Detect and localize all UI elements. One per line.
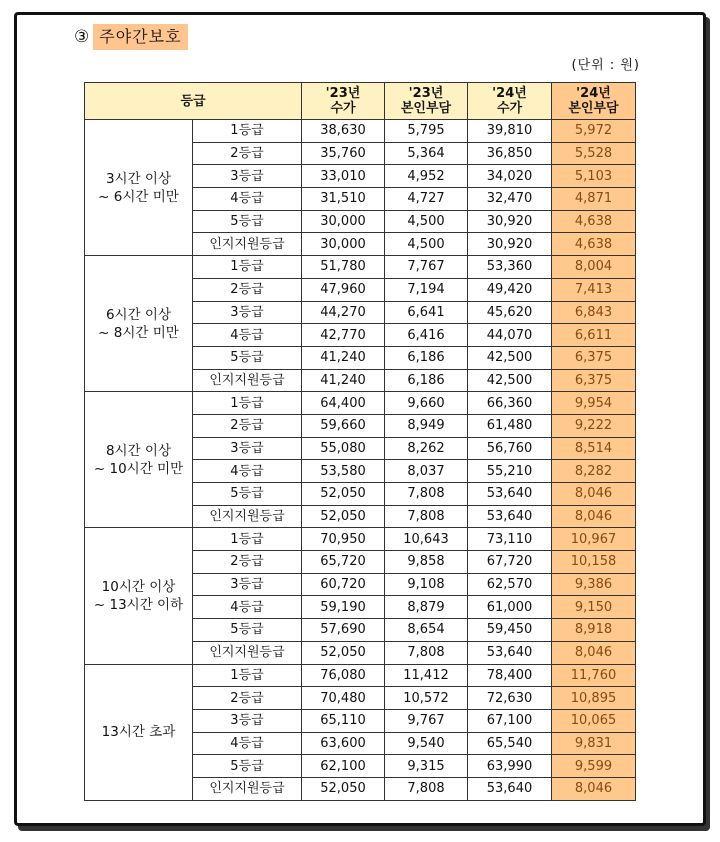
fee-23-cell: 62,100 (302, 755, 385, 778)
grade-cell: 인지지원등급 (193, 641, 302, 664)
table-row (85, 528, 636, 551)
copay-24-cell: 10,895 (552, 687, 636, 710)
copay-24-cell: 6,611 (552, 324, 636, 347)
fee-24-cell: 42,500 (468, 369, 552, 392)
grade-cell: 5등급 (193, 346, 302, 369)
fee-23-cell: 30,000 (302, 210, 385, 233)
grade-cell: 1등급 (193, 528, 302, 551)
copay-23-cell: 8,262 (385, 437, 468, 460)
fee-23-cell: 70,480 (302, 687, 385, 710)
time-range-label: 13시간 초과 (85, 664, 193, 800)
fee-24-cell: 42,500 (468, 346, 552, 369)
fee-24-cell: 78,400 (468, 664, 552, 687)
copay-24-cell: 5,972 (552, 120, 636, 143)
grade-cell: 5등급 (193, 755, 302, 778)
fee-23-cell: 57,690 (302, 619, 385, 642)
fee-23-cell: 63,600 (302, 732, 385, 755)
grade-cell: 3등급 (193, 165, 302, 188)
copay-24-cell: 8,046 (552, 505, 636, 528)
header-24-fee: '24년 수가 (468, 83, 552, 120)
copay-23-cell: 5,795 (385, 120, 468, 143)
table-row (85, 256, 636, 279)
grade-cell: 5등급 (193, 483, 302, 506)
copay-23-cell: 10,643 (385, 528, 468, 551)
copay-24-cell: 8,004 (552, 256, 636, 279)
fee-24-cell: 67,100 (468, 709, 552, 732)
unit-label: (단위 : 원) (571, 58, 640, 73)
copay-24-cell: 9,222 (552, 414, 636, 437)
fee-23-cell: 44,270 (302, 301, 385, 324)
copay-23-cell: 7,808 (385, 483, 468, 506)
table-row (85, 120, 636, 143)
copay-23-cell: 7,808 (385, 505, 468, 528)
table-row (85, 392, 636, 415)
grade-cell: 1등급 (193, 120, 302, 143)
copay-23-cell: 9,858 (385, 551, 468, 574)
copay-23-cell: 9,540 (385, 732, 468, 755)
copay-23-cell: 11,412 (385, 664, 468, 687)
copay-24-cell: 4,871 (552, 188, 636, 211)
copay-23-cell: 6,641 (385, 301, 468, 324)
copay-23-cell: 10,572 (385, 687, 468, 710)
fee-24-cell: 30,920 (468, 233, 552, 256)
copay-24-cell: 5,103 (552, 165, 636, 188)
fee-24-cell: 39,810 (468, 120, 552, 143)
copay-23-cell: 6,186 (385, 369, 468, 392)
copay-24-cell: 4,638 (552, 210, 636, 233)
fee-24-cell: 66,360 (468, 392, 552, 415)
header-23-fee: '23년 수가 (302, 83, 385, 120)
time-range-label: 8시간 이상 ~ 10시간 미만 (85, 392, 193, 528)
time-range-label: 6시간 이상 ~ 8시간 미만 (85, 256, 193, 392)
fee-23-cell: 52,050 (302, 505, 385, 528)
fee-24-cell: 59,450 (468, 619, 552, 642)
copay-24-cell: 10,158 (552, 551, 636, 574)
fee-23-cell: 52,050 (302, 483, 385, 506)
grade-cell: 4등급 (193, 460, 302, 483)
copay-24-cell: 7,413 (552, 278, 636, 301)
table-header-row (85, 83, 636, 120)
copay-23-cell: 8,879 (385, 596, 468, 619)
copay-24-cell: 8,514 (552, 437, 636, 460)
grade-cell: 5등급 (193, 210, 302, 233)
grade-cell: 4등급 (193, 596, 302, 619)
section-title (74, 24, 188, 50)
fee-23-cell: 51,780 (302, 256, 385, 279)
fee-24-cell: 53,640 (468, 483, 552, 506)
copay-23-cell: 6,186 (385, 346, 468, 369)
fee-24-cell: 67,720 (468, 551, 552, 574)
header-grade: 등급 (85, 83, 302, 120)
fee-24-cell: 72,630 (468, 687, 552, 710)
time-range-label: 3시간 이상 ~ 6시간 미만 (85, 120, 193, 256)
copay-23-cell: 7,808 (385, 777, 468, 800)
copay-23-cell: 9,660 (385, 392, 468, 415)
copay-23-cell: 6,416 (385, 324, 468, 347)
grade-cell: 5등급 (193, 619, 302, 642)
fee-24-cell: 53,640 (468, 505, 552, 528)
copay-23-cell: 5,364 (385, 142, 468, 165)
fee-24-cell: 32,470 (468, 188, 552, 211)
grade-cell: 인지지원등급 (193, 233, 302, 256)
grade-cell: 1등급 (193, 392, 302, 415)
grade-cell: 3등급 (193, 301, 302, 324)
grade-cell: 4등급 (193, 188, 302, 211)
fee-24-cell: 61,480 (468, 414, 552, 437)
header-24-copay: '24년 본인부담 (552, 83, 636, 120)
fee-23-cell: 60,720 (302, 573, 385, 596)
copay-24-cell: 9,954 (552, 392, 636, 415)
grade-cell: 인지지원등급 (193, 505, 302, 528)
time-range-label: 10시간 이상 ~ 13시간 이하 (85, 528, 193, 664)
fee-24-cell: 49,420 (468, 278, 552, 301)
grade-cell: 4등급 (193, 732, 302, 755)
copay-24-cell: 5,528 (552, 142, 636, 165)
grade-cell: 2등급 (193, 142, 302, 165)
fee-24-cell: 62,570 (468, 573, 552, 596)
fee-23-cell: 70,950 (302, 528, 385, 551)
copay-24-cell: 8,918 (552, 619, 636, 642)
grade-cell: 2등급 (193, 687, 302, 710)
fee-table (84, 82, 636, 801)
fee-23-cell: 76,080 (302, 664, 385, 687)
fee-23-cell: 53,580 (302, 460, 385, 483)
copay-24-cell: 9,599 (552, 755, 636, 778)
copay-23-cell: 9,108 (385, 573, 468, 596)
copay-24-cell: 8,282 (552, 460, 636, 483)
copay-23-cell: 9,315 (385, 755, 468, 778)
fee-23-cell: 41,240 (302, 369, 385, 392)
fee-24-cell: 56,760 (468, 437, 552, 460)
grade-cell: 1등급 (193, 664, 302, 687)
section-title-text: 주야간보호 (93, 24, 187, 50)
grade-cell: 인지지원등급 (193, 777, 302, 800)
fee-24-cell: 55,210 (468, 460, 552, 483)
grade-cell: 1등급 (193, 256, 302, 279)
grade-cell: 4등급 (193, 324, 302, 347)
fee-23-cell: 59,190 (302, 596, 385, 619)
fee-24-cell: 45,620 (468, 301, 552, 324)
copay-24-cell: 10,065 (552, 709, 636, 732)
fee-23-cell: 55,080 (302, 437, 385, 460)
grade-cell: 인지지원등급 (193, 369, 302, 392)
fee-24-cell: 73,110 (468, 528, 552, 551)
table-row (85, 664, 636, 687)
fee-23-cell: 65,720 (302, 551, 385, 574)
fee-24-cell: 30,920 (468, 210, 552, 233)
copay-23-cell: 7,767 (385, 256, 468, 279)
fee-24-cell: 34,020 (468, 165, 552, 188)
fee-23-cell: 31,510 (302, 188, 385, 211)
section-number: ③ (74, 27, 90, 47)
copay-24-cell: 9,831 (552, 732, 636, 755)
fee-23-cell: 33,010 (302, 165, 385, 188)
table-body (85, 120, 636, 801)
copay-24-cell: 6,375 (552, 369, 636, 392)
copay-24-cell: 6,375 (552, 346, 636, 369)
fee-24-cell: 63,990 (468, 755, 552, 778)
copay-23-cell: 8,654 (385, 619, 468, 642)
fee-23-cell: 59,660 (302, 414, 385, 437)
fee-24-cell: 65,540 (468, 732, 552, 755)
fee-23-cell: 65,110 (302, 709, 385, 732)
copay-23-cell: 9,767 (385, 709, 468, 732)
copay-23-cell: 4,727 (385, 188, 468, 211)
fee-23-cell: 35,760 (302, 142, 385, 165)
fee-24-cell: 44,070 (468, 324, 552, 347)
grade-cell: 2등급 (193, 414, 302, 437)
fee-24-cell: 61,000 (468, 596, 552, 619)
grade-cell: 3등급 (193, 573, 302, 596)
fee-23-cell: 42,770 (302, 324, 385, 347)
grade-cell: 2등급 (193, 278, 302, 301)
fee-23-cell: 30,000 (302, 233, 385, 256)
header-23-copay: '23년 본인부담 (385, 83, 468, 120)
grade-cell: 3등급 (193, 709, 302, 732)
copay-24-cell: 9,386 (552, 573, 636, 596)
fee-23-cell: 38,630 (302, 120, 385, 143)
copay-24-cell: 8,046 (552, 641, 636, 664)
copay-24-cell: 9,150 (552, 596, 636, 619)
copay-23-cell: 7,194 (385, 278, 468, 301)
fee-24-cell: 53,640 (468, 641, 552, 664)
grade-cell: 3등급 (193, 437, 302, 460)
fee-24-cell: 36,850 (468, 142, 552, 165)
copay-23-cell: 4,500 (385, 210, 468, 233)
copay-24-cell: 11,760 (552, 664, 636, 687)
copay-23-cell: 8,037 (385, 460, 468, 483)
copay-24-cell: 10,967 (552, 528, 636, 551)
fee-23-cell: 52,050 (302, 641, 385, 664)
fee-23-cell: 41,240 (302, 346, 385, 369)
copay-23-cell: 4,952 (385, 165, 468, 188)
fee-23-cell: 64,400 (302, 392, 385, 415)
copay-24-cell: 8,046 (552, 777, 636, 800)
copay-24-cell: 4,638 (552, 233, 636, 256)
fee-24-cell: 53,640 (468, 777, 552, 800)
copay-24-cell: 6,843 (552, 301, 636, 324)
fee-23-cell: 52,050 (302, 777, 385, 800)
fee-23-cell: 47,960 (302, 278, 385, 301)
copay-23-cell: 8,949 (385, 414, 468, 437)
copay-23-cell: 7,808 (385, 641, 468, 664)
grade-cell: 2등급 (193, 551, 302, 574)
copay-24-cell: 8,046 (552, 483, 636, 506)
copay-23-cell: 4,500 (385, 233, 468, 256)
fee-24-cell: 53,360 (468, 256, 552, 279)
